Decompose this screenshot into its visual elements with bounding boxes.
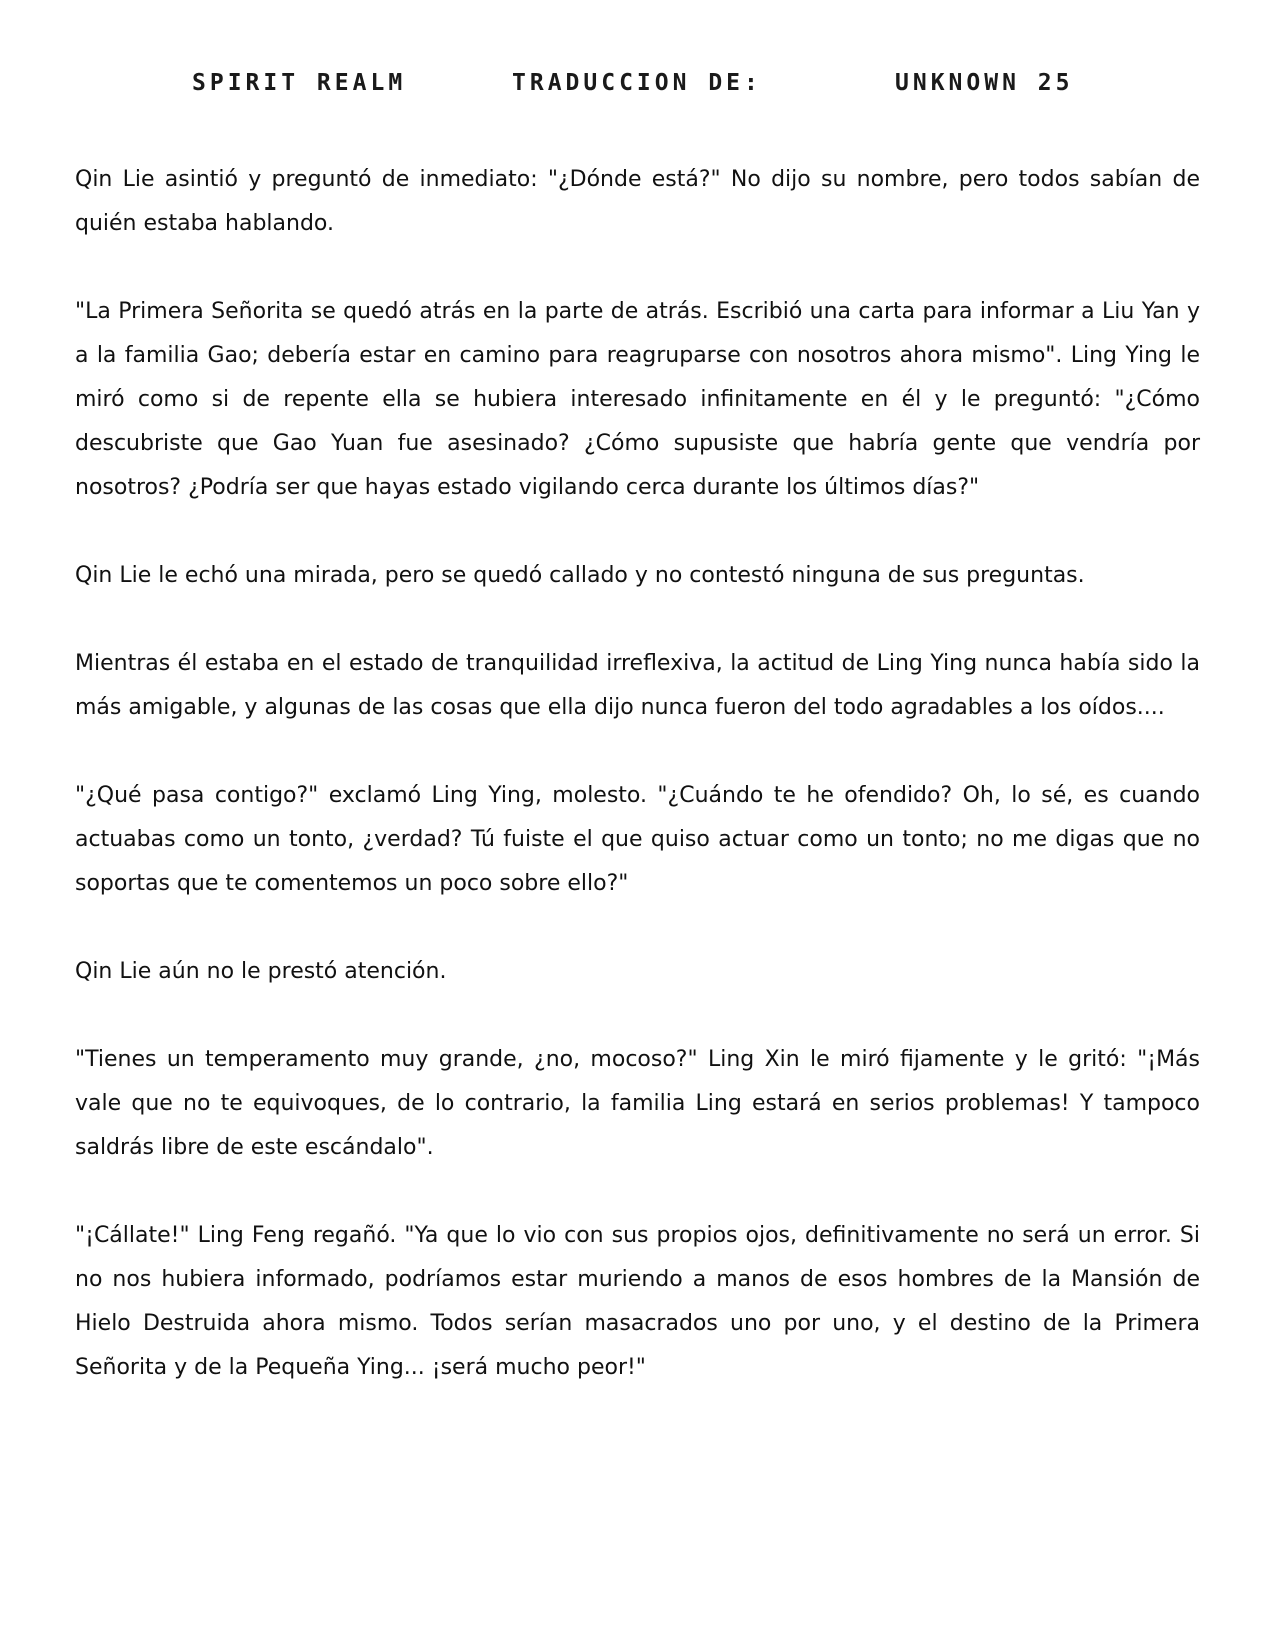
paragraph: Qin Lie asintió y preguntó de inmediato: "¿Dónde está?" No dijo su nombre, pero todos sabían de quién estaba hablando.	[75, 167, 1200, 236]
paragraph: "Tienes un temperamento muy grande, ¿no, mocoso?" Ling Xin le miró fijamente y le gritó: "¡Más vale que no te equivoques, de lo contrario, la familia Ling estará en serios problemas! Y tampoco saldrás libre de este escándalo".	[75, 1047, 1200, 1160]
page-body	[75, 158, 1200, 1390]
paragraph: "¿Qué pasa contigo?" exclamó Ling Ying, molesto. "¿Cuándo te he ofendido? Oh, lo sé, es cuando actuabas como un tonto, ¿verdad? Tú fuiste el que quiso actuar como un tonto; no me digas que no soportas que te comentemos un poco sobre ello?"	[75, 783, 1200, 896]
series-title: SPIRIT REALM	[192, 70, 407, 96]
chapter-label: UNKNOWN 25	[895, 70, 1074, 96]
paragraph: Qin Lie aún no le prestó atención.	[75, 959, 447, 984]
paragraph: Qin Lie le echó una mirada, pero se quedó callado y no contestó ninguna de sus preguntas.	[75, 563, 1085, 588]
paragraph: "¡Cállate!" Ling Feng regañó. "Ya que lo vio con sus propios ojos, definitivamente no será un error. Si no nos hubiera informado, podríamos estar muriendo a manos de esos hombres de la Mansión de Hielo Destruida ahora mismo. Todos serían masacrados uno por uno, y el destino de la Primera Señorita y de la Pequeña Ying... ¡será mucho peor!"	[75, 1223, 1200, 1380]
paragraph: Mientras él estaba en el estado de tranquilidad irreflexiva, la actitud de Ling Ying nunca había sido la más amigable, y algunas de las cosas que ella dijo nunca fueron del todo agradables a los oídos....	[75, 651, 1200, 720]
translation-credit: TRADUCCION DE:	[512, 70, 762, 96]
page-header	[0, 70, 1275, 110]
paragraph: "La Primera Señorita se quedó atrás en la parte de atrás. Escribió una carta para informar a Liu Yan y a la familia Gao; debería estar en camino para reagruparse con nosotros ahora mismo". Ling Ying le miró como si de repente ella se hubiera interesado infinitamente en él y le preguntó: "¿Cómo descubriste que Gao Yuan fue asesinado? ¿Cómo supusiste que habría gente que vendría por nosotros? ¿Podría ser que hayas estado vigilando cerca durante los últimos días?"	[75, 299, 1200, 500]
